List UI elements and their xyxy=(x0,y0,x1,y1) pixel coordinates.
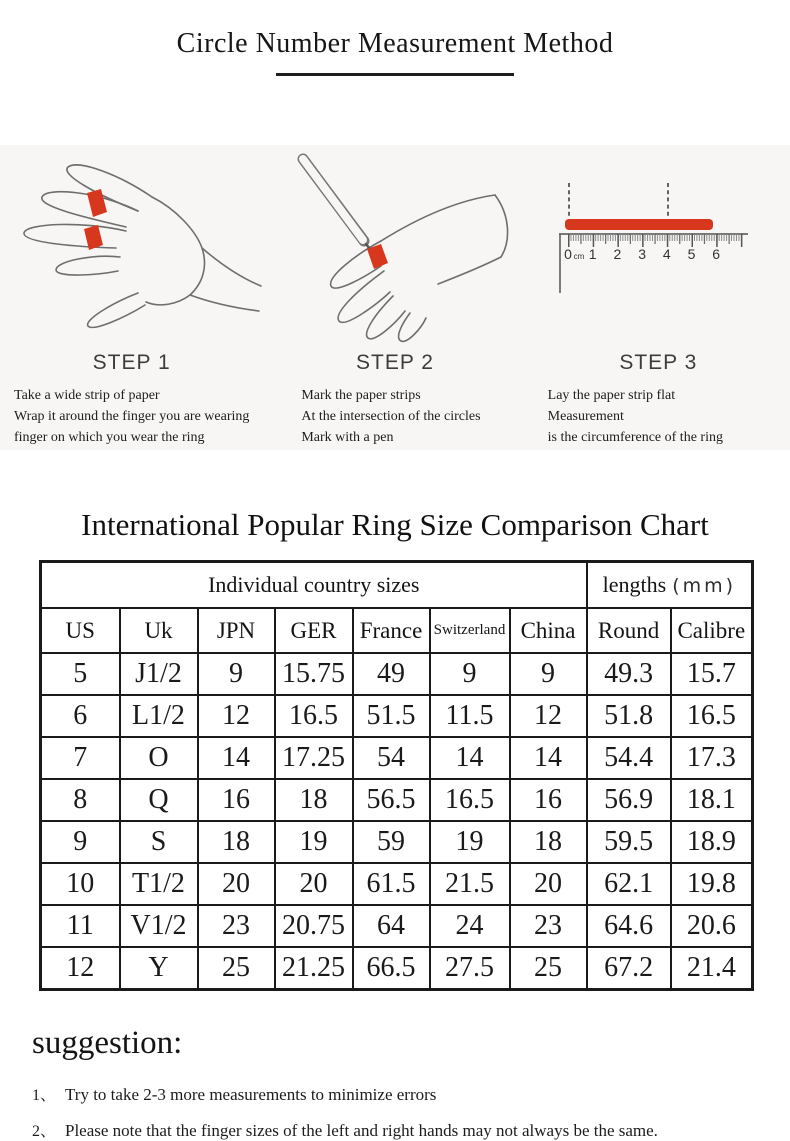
step-1-label: STEP 1 xyxy=(92,351,171,375)
step-1-line-1: Take a wide strip of paper xyxy=(14,388,160,404)
table-cell: 25 xyxy=(510,947,587,990)
table-cell: J1/2 xyxy=(120,653,198,695)
table-row xyxy=(41,695,753,737)
table-row xyxy=(41,905,753,947)
table-cell: 9 xyxy=(198,653,275,695)
table-row xyxy=(41,821,753,863)
table-cell: 12 xyxy=(510,695,587,737)
ruler-mark-4: 4 xyxy=(662,246,671,263)
column-header-uk: Uk xyxy=(120,608,198,653)
table-cell: 17.25 xyxy=(275,737,353,779)
table-row xyxy=(41,947,753,990)
table-cell: 16 xyxy=(198,779,275,821)
step-2-line-3: Mark with a pen xyxy=(301,430,394,446)
column-header-round: Round xyxy=(587,608,671,653)
ruler-mark-6: 6 xyxy=(711,246,720,263)
table-cell: 56.9 xyxy=(587,779,671,821)
lengths-unit-label: (mm) xyxy=(672,575,737,598)
ruler-mark-0: 0 xyxy=(563,246,572,263)
table-cell: 19.8 xyxy=(671,863,753,905)
table-group-header-row xyxy=(41,562,753,609)
table-cell: 18 xyxy=(275,779,353,821)
step-1-line-3: finger on which you wear the ring xyxy=(14,430,205,446)
table-cell: 66.5 xyxy=(353,947,430,990)
table-cell: 18 xyxy=(510,821,587,863)
table-cell: 21.25 xyxy=(275,947,353,990)
table-cell: 20 xyxy=(510,863,587,905)
table-cell: 7 xyxy=(41,737,120,779)
table-cell: S xyxy=(120,821,198,863)
table-cell: 16.5 xyxy=(671,695,753,737)
hand-with-pen-illustration xyxy=(263,145,526,345)
table-cell: 24 xyxy=(430,905,510,947)
table-cell: T1/2 xyxy=(120,863,198,905)
hand-with-pen-icon xyxy=(263,145,526,345)
table-cell: 62.1 xyxy=(587,863,671,905)
table-cell: 20.6 xyxy=(671,905,753,947)
ruler-unit-label: cm xyxy=(573,252,584,262)
table-cell: 54.4 xyxy=(587,737,671,779)
suggestion-item-2 xyxy=(32,1118,790,1141)
column-header-us: US xyxy=(41,608,120,653)
suggestion-heading: suggestion: xyxy=(32,1025,183,1062)
table-cell: 61.5 xyxy=(353,863,430,905)
table-cell: V1/2 xyxy=(120,905,198,947)
step-2-label: STEP 2 xyxy=(356,351,434,375)
table-cell: 12 xyxy=(198,695,275,737)
chart-title: International Popular Ring Size Comparison Chart xyxy=(81,507,709,543)
table-cell: 11 xyxy=(41,905,120,947)
table-row xyxy=(41,779,753,821)
table-cell: 5 xyxy=(41,653,120,695)
column-header-ger: GER xyxy=(275,608,353,653)
table-cell: 6 xyxy=(41,695,120,737)
table-cell: 18.9 xyxy=(671,821,753,863)
ruler-mark-3: 3 xyxy=(637,246,646,263)
ruler-red-strip xyxy=(565,219,713,230)
table-cell: 23 xyxy=(510,905,587,947)
group-header-lengths xyxy=(587,562,753,609)
column-header-china: China xyxy=(510,608,587,653)
group-header-individual-country-sizes: Individual country sizes xyxy=(41,562,587,609)
column-header-france: France xyxy=(353,608,430,653)
table-cell: 64 xyxy=(353,905,430,947)
header xyxy=(0,0,790,76)
table-cell: 15.75 xyxy=(275,653,353,695)
suggestion-item-1 xyxy=(32,1082,790,1105)
table-cell: 19 xyxy=(430,821,510,863)
table-cell: 49 xyxy=(353,653,430,695)
table-cell: 11.5 xyxy=(430,695,510,737)
table-cell: 64.6 xyxy=(587,905,671,947)
table-cell: Q xyxy=(120,779,198,821)
suggestion-item-1-text: Try to take 2-3 more measurements to minimize errors xyxy=(65,1085,437,1105)
step-3-line-3: is the circumference of the ring xyxy=(547,430,723,446)
step-2-description xyxy=(263,385,526,448)
step-3-label: STEP 3 xyxy=(619,351,698,375)
step-1-line-2: Wrap it around the finger you are wearing xyxy=(14,409,250,425)
table-cell: 16.5 xyxy=(275,695,353,737)
table-cell: 9 xyxy=(510,653,587,695)
table-row xyxy=(41,653,753,695)
table-cell: 14 xyxy=(430,737,510,779)
title-underline xyxy=(276,73,514,76)
table-cell: 16.5 xyxy=(430,779,510,821)
table-cell: 25 xyxy=(198,947,275,990)
table-cell: 19 xyxy=(275,821,353,863)
table-row xyxy=(41,863,753,905)
step-2-line-2: At the intersection of the circles xyxy=(301,409,481,425)
table-cell: 18.1 xyxy=(671,779,753,821)
table-cell: 59 xyxy=(353,821,430,863)
table-cell: 10 xyxy=(41,863,120,905)
ruler-illustration xyxy=(527,145,790,345)
table-cell: 8 xyxy=(41,779,120,821)
ruler-icon xyxy=(527,145,790,345)
table-cell: 12 xyxy=(41,947,120,990)
column-header-switzerland: Switzerland xyxy=(430,608,510,653)
table-cell: 18 xyxy=(198,821,275,863)
table-cell: 20.75 xyxy=(275,905,353,947)
suggestion-section xyxy=(32,1025,790,1141)
ruler-mark-5: 5 xyxy=(687,246,696,263)
ruler-mark-2: 2 xyxy=(613,246,621,263)
page-title: Circle Number Measurement Method xyxy=(176,28,614,59)
size-table-body xyxy=(41,653,753,990)
table-cell: 20 xyxy=(275,863,353,905)
hand-with-paper-strip-icon xyxy=(0,145,263,345)
table-cell: O xyxy=(120,737,198,779)
column-header-jpn: JPN xyxy=(198,608,275,653)
table-column-header-row xyxy=(41,608,753,653)
steps-section xyxy=(0,145,790,450)
table-cell: 14 xyxy=(510,737,587,779)
step-1-description xyxy=(0,385,263,448)
hand-with-paper-strip-illustration xyxy=(0,145,263,345)
step-3 xyxy=(527,145,790,450)
ring-size-table xyxy=(39,560,754,991)
table-cell: 21.4 xyxy=(671,947,753,990)
suggestion-item-2-text: Please note that the finger sizes of the left and right hands may not always be the same. xyxy=(65,1121,658,1141)
table-cell: 9 xyxy=(41,821,120,863)
table-cell: 16 xyxy=(510,779,587,821)
table-cell: 59.5 xyxy=(587,821,671,863)
table-cell: 56.5 xyxy=(353,779,430,821)
step-2-line-1: Mark the paper strips xyxy=(301,388,421,404)
table-cell: 51.8 xyxy=(587,695,671,737)
table-cell: L1/2 xyxy=(120,695,198,737)
step-2 xyxy=(263,145,526,450)
table-cell: 49.3 xyxy=(587,653,671,695)
step-3-line-2: Measurement xyxy=(547,409,624,425)
table-cell: 23 xyxy=(198,905,275,947)
table-cell: 67.2 xyxy=(587,947,671,990)
suggestion-item-1-marker: 1、 xyxy=(32,1087,57,1105)
table-cell: 20 xyxy=(198,863,275,905)
step-3-line-1: Lay the paper strip flat xyxy=(547,388,676,404)
table-cell: 17.3 xyxy=(671,737,753,779)
table-row xyxy=(41,737,753,779)
table-cell: 21.5 xyxy=(430,863,510,905)
table-cell: 14 xyxy=(198,737,275,779)
table-cell: Y xyxy=(120,947,198,990)
suggestion-item-2-marker: 2、 xyxy=(32,1123,57,1141)
table-cell: 51.5 xyxy=(353,695,430,737)
table-cell: 27.5 xyxy=(430,947,510,990)
table-cell: 15.7 xyxy=(671,653,753,695)
pen-icon xyxy=(303,159,373,253)
step-3-description xyxy=(527,385,790,448)
table-cell: 9 xyxy=(430,653,510,695)
table-cell: 54 xyxy=(353,737,430,779)
step-1 xyxy=(0,145,263,450)
lengths-label: lengths xyxy=(602,572,667,598)
column-header-calibre: Calibre xyxy=(671,608,753,653)
ruler-mark-1: 1 xyxy=(588,246,597,263)
